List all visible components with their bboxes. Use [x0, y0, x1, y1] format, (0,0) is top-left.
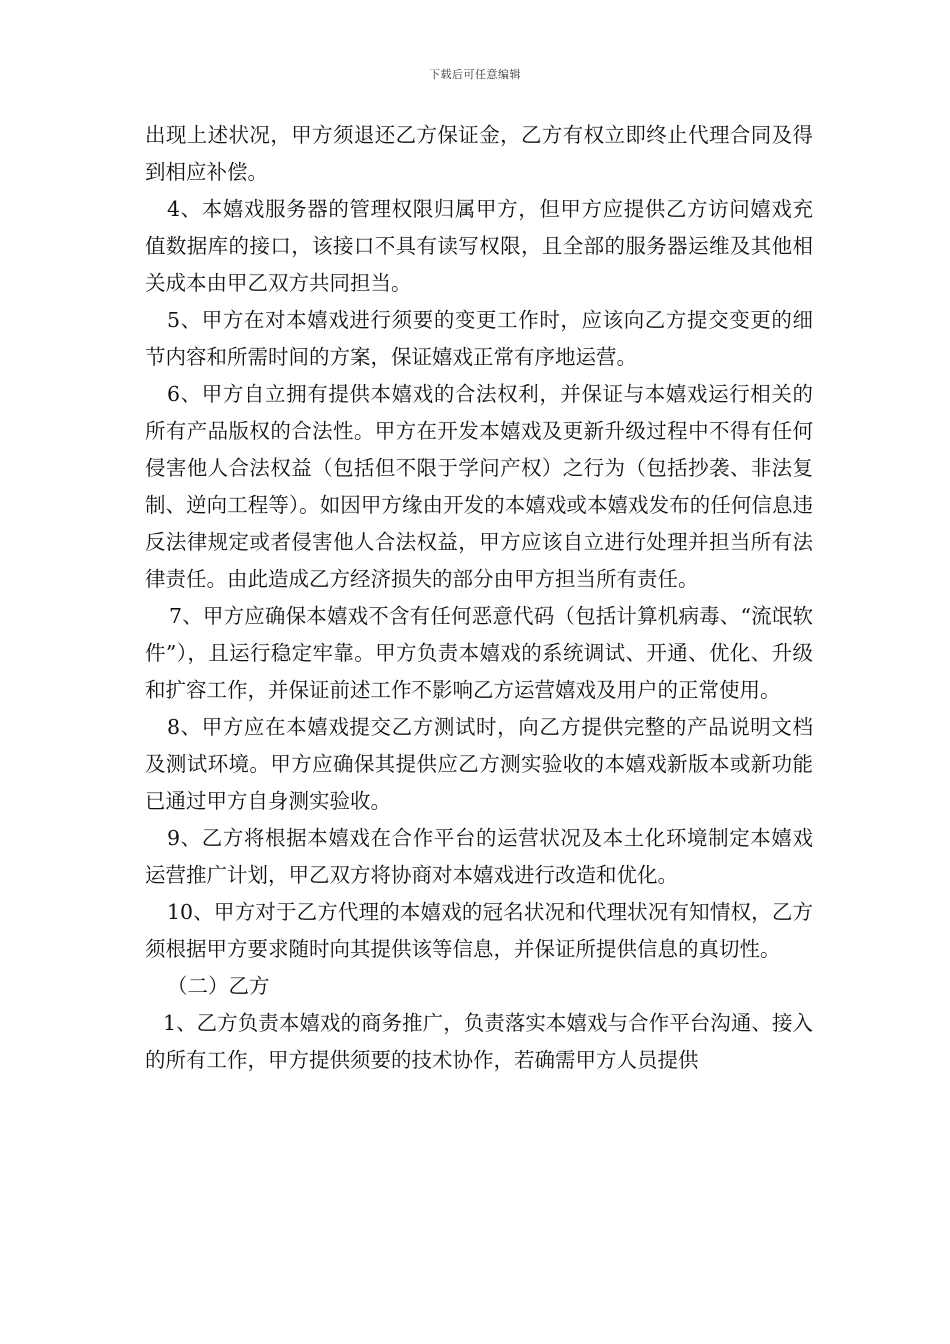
section-heading-party-b: （二）乙方	[167, 974, 270, 998]
paragraph-continuation: 出现上述状况，甲方须退还乙方保证金，乙方有权立即终止代理合同及得到相应补偿。	[145, 123, 813, 184]
paragraph-item-7: 7、甲方应确保本嬉戏不含有任何恶意代码（包括计算机病毒、“流氓软件”），且运行稳定牢靠。甲方负责本嬉戏的系统调试、开通、优化、升级和扩容工作，并保证前述工作不影响乙方运营嬉戏及用户的正常使用。	[145, 604, 813, 702]
paragraph-b-item-1: 1、乙方负责本嬉戏的商务推广，负责落实本嬉戏与合作平台沟通、接入的所有工作，甲方提供须要的技术协作，若确需甲方人员提供	[145, 1011, 813, 1072]
paragraph-item-4: 4、本嬉戏服务器的管理权限归属甲方，但甲方应提供乙方访问嬉戏充值数据库的接口，该接口不具有读写权限，且全部的服务器运维及其他相关成本由甲乙双方共同担当。	[145, 197, 813, 295]
page-header: 下载后可任意编辑	[429, 68, 521, 81]
paragraph-item-8: 8、甲方应在本嬉戏提交乙方测试时，向乙方提供完整的产品说明文档及测试环境。甲方应确保其提供应乙方测实验收的本嬉戏新版本或新功能已通过甲方自身测实验收。	[145, 715, 813, 813]
paragraph-item-10: 10、甲方对于乙方代理的本嬉戏的冠名状况和代理状况有知情权，乙方须根据甲方要求随时向其提供该等信息，并保证所提供信息的真切性。	[145, 900, 813, 961]
paragraph-item-9: 9、乙方将根据本嬉戏在合作平台的运营状况及本土化环境制定本嬉戏运营推广计划，甲乙双方将协商对本嬉戏进行改造和优化。	[145, 826, 813, 887]
paragraph-item-5: 5、甲方在对本嬉戏进行须要的变更工作时，应该向乙方提交变更的细节内容和所需时间的方案，保证嬉戏正常有序地运营。	[145, 308, 813, 369]
paragraph-item-6: 6、甲方自立拥有提供本嬉戏的合法权利，并保证与本嬉戏运行相关的所有产品版权的合法性。甲方在开发本嬉戏及更新升级过程中不得有任何侵害他人合法权益（包括但不限于学问产权）之行为（包括抄袭、非法复制、逆向工程等）。如因甲方缘由开发的本嬉戏或本嬉戏发布的任何信息违反法律规定或者侵害他人合法权益，甲方应该自立进行处理并担当所有法律责任。由此造成乙方经济损失的部分由甲方担当所有责任。	[145, 382, 813, 591]
document-body	[145, 117, 813, 1079]
